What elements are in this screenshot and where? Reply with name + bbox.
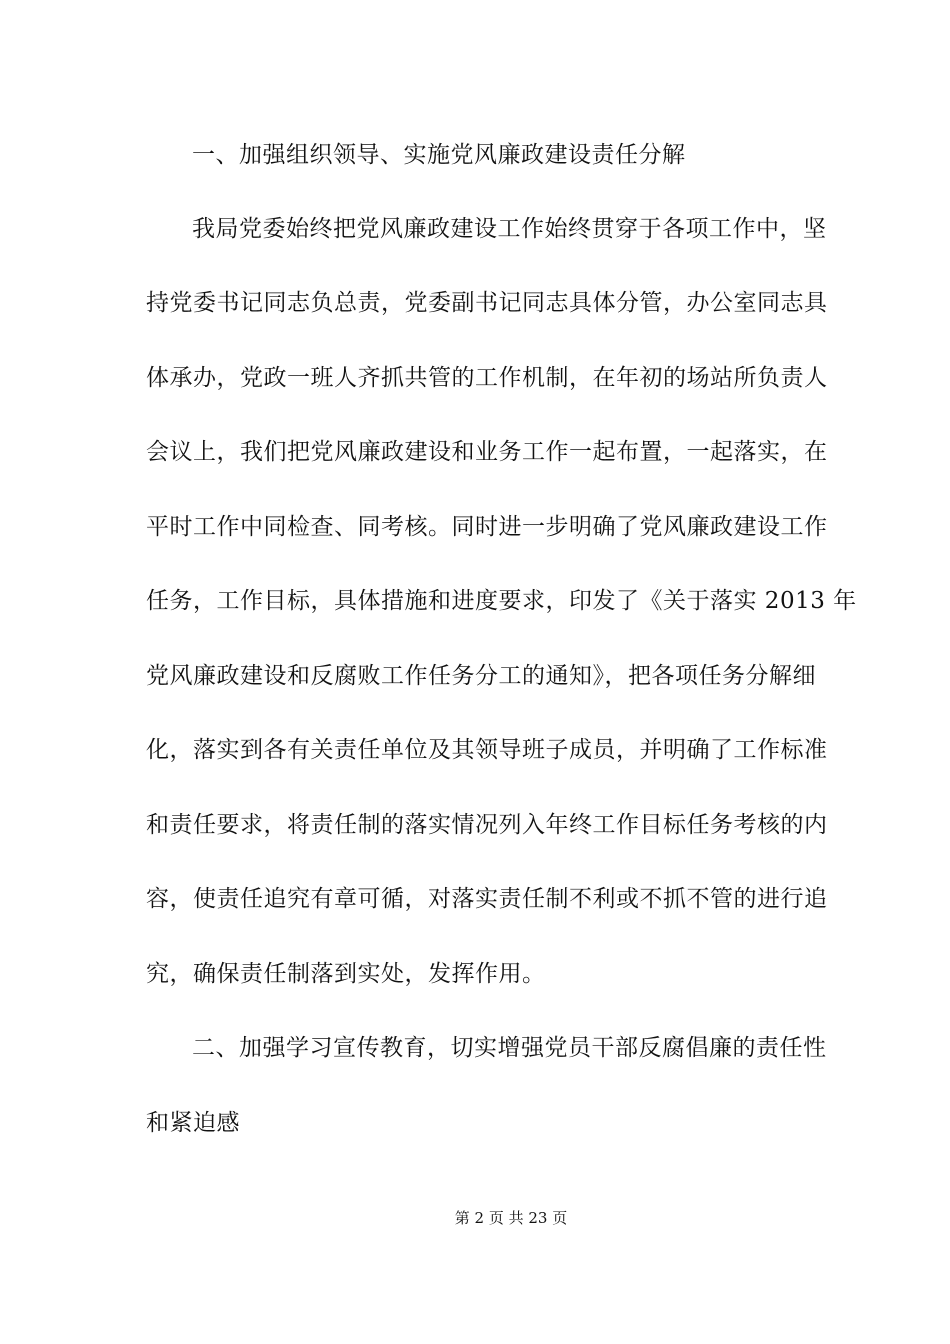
paragraph-line: 容，使责任追究有章可循，对落实责任制不利或不抓不管的进行追 (146, 886, 828, 912)
page-number-footer: 第 2 页 共 23 页 (454, 1209, 568, 1227)
section-heading-2: 二、加强学习宣传教育，切实增强党员干部反腐倡廉的责任性 (192, 1035, 827, 1061)
paragraph-line: 会议上，我们把党风廉政建设和业务工作一起布置，一起落实，在 (146, 439, 828, 465)
paragraph-line: 化，落实到各有关责任单位及其领导班子成员，并明确了工作标准 (146, 737, 828, 763)
paragraph-line: 持党委书记同志负总责，党委副书记同志具体分管，办公室同志具 (146, 290, 828, 316)
paragraph-line: 体承办，党政一班人齐抓共管的工作机制，在年初的场站所负责人 (146, 365, 828, 391)
paragraph-line: 和责任要求，将责任制的落实情况列入年终工作目标任务考核的内 (146, 812, 828, 838)
paragraph-line: 平时工作中同检查、同考核。同时进一步明确了党风廉政建设工作 (146, 514, 828, 540)
paragraph-line: 任务，工作目标，具体措施和进度要求，印发了《关于落实 2013 年 (146, 588, 857, 614)
section-heading-1: 一、加强组织领导、实施党风廉政建设责任分解 (192, 142, 686, 168)
section-heading-2-continued: 和紧迫感 (146, 1110, 240, 1136)
paragraph-line: 究，确保责任制落到实处，发挥作用。 (146, 961, 546, 987)
paragraph-line: 党风廉政建设和反腐败工作任务分工的通知》，把各项任务分解细 (146, 663, 816, 689)
paragraph-line: 我局党委始终把党风廉政建设工作始终贯穿于各项工作中，坚 (192, 216, 827, 242)
